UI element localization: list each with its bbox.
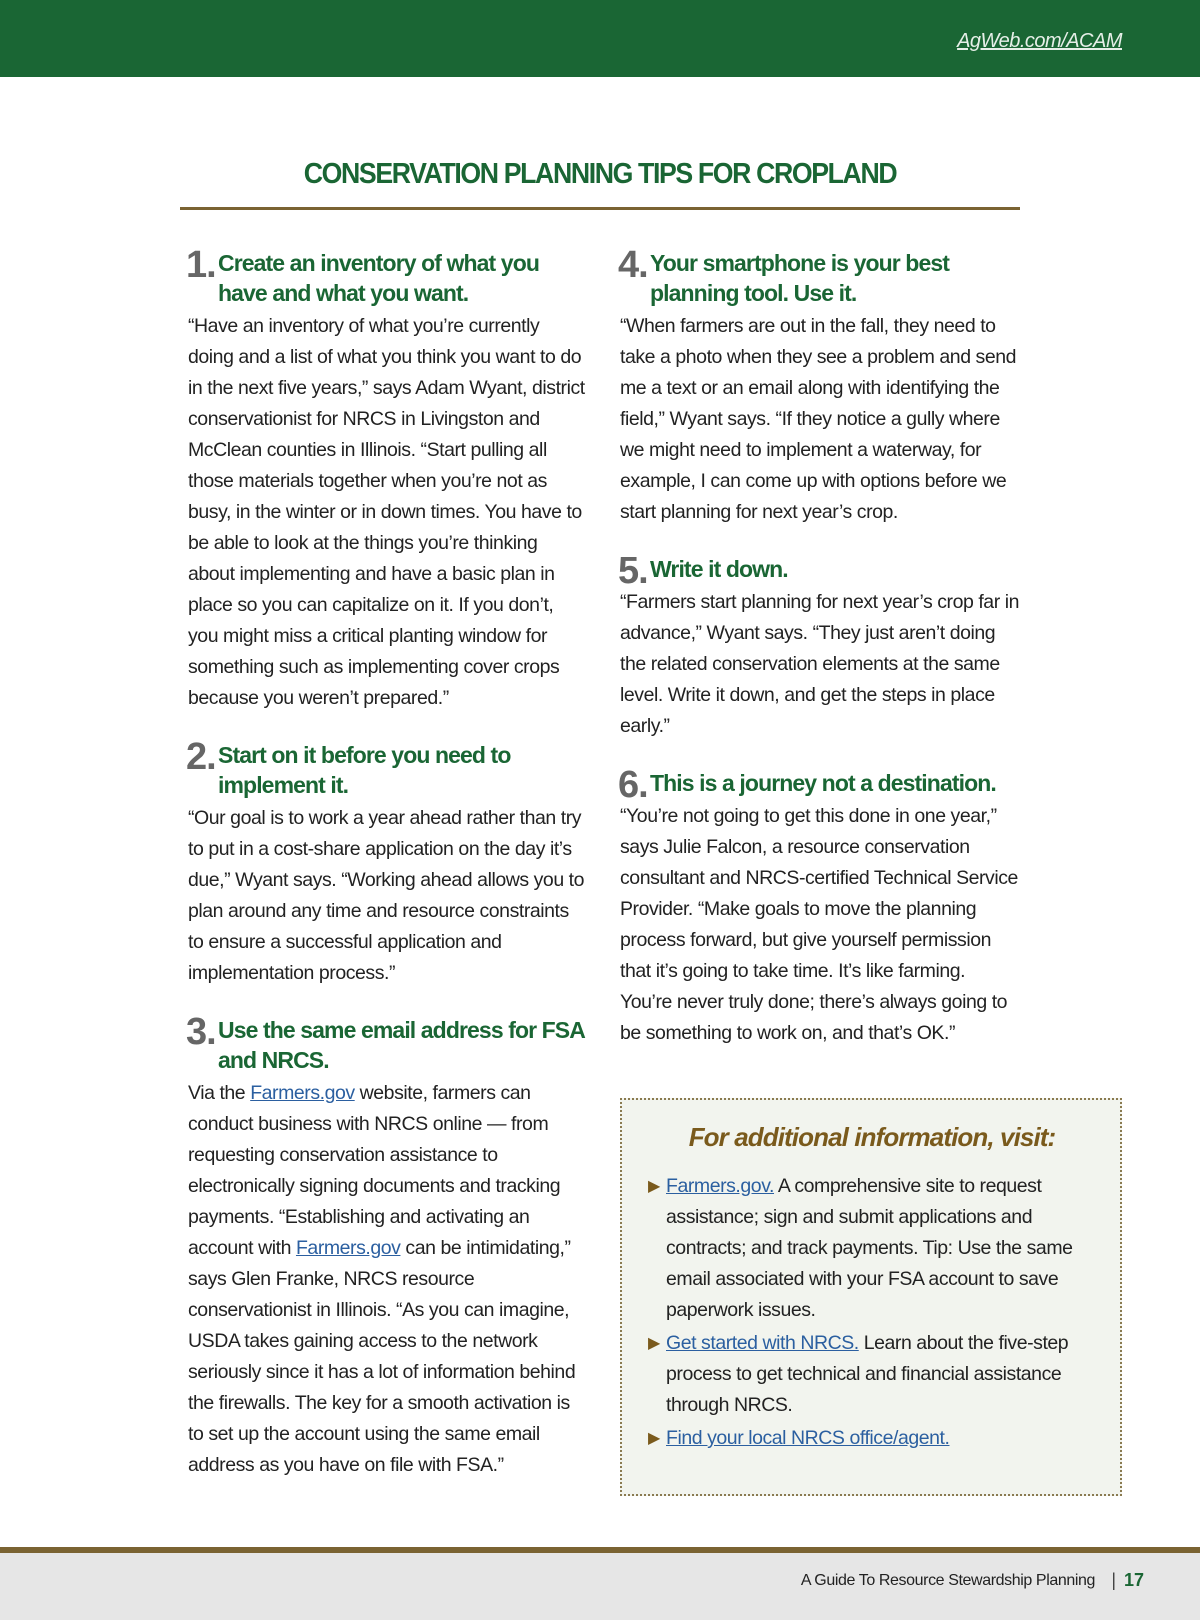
tip-body-text: website, farmers can conduct business with NRCS online — from requesting conservation assistance to electronically signing documents and tracking payments. “Establishing and activating an account with bbox=[188, 1082, 561, 1259]
tip-heading-text: Use the same email address for FSA and NRCS. bbox=[218, 1017, 585, 1073]
tip-body: “When farmers are out in the fall, they need to take a photo when they see a problem and send me a text or an email along with identifying the field,” Wyant says. “If they notice a gully where we might need to implement a waterway, for example, I can come up with options before we start planning for next year’s crop. bbox=[620, 315, 1017, 523]
tip-heading bbox=[618, 550, 1020, 592]
triangle-bullet-icon: ▶ bbox=[648, 1335, 660, 1352]
tip-heading-text: Start on it before you need to implement it. bbox=[218, 742, 511, 798]
tip-body bbox=[188, 1078, 588, 1481]
tip-heading-text: Create an inventory of what you have and what you want. bbox=[218, 250, 539, 306]
guide-title: A Guide To Resource Stewardship Planning bbox=[800, 1572, 1095, 1589]
tip-body: “Our goal is to work a year ahead rather than try to put in a cost-share application on the day it’s due,” Wyant says. “Working ahead allows you to plan around any time and resource constraints to ensure a successful application and implementation process.” bbox=[188, 807, 585, 984]
tip-heading-text: Your smartphone is your best planning tool. Use it. bbox=[650, 250, 949, 306]
get-started-nrcs-link[interactable]: Get started with NRCS. bbox=[666, 1332, 859, 1354]
triangle-bullet-icon: ▶ bbox=[648, 1178, 660, 1195]
additional-info-box bbox=[620, 1098, 1122, 1496]
tip-body: “Farmers start planning for next year’s crop far in advance,” Wyant says. “They just aren’t doing the related conservation elements at the same level. Write it down, and get the steps in place early.” bbox=[620, 591, 1019, 737]
right-column bbox=[618, 244, 1020, 1075]
footer-separator: | bbox=[1111, 1570, 1116, 1590]
info-item-text: A comprehensive site to request assistance; sign and submit applications and contracts; and track payments. Tip: Use the same email associated with your FSA account to save paperwork issues. bbox=[666, 1175, 1073, 1321]
tip-body-text: Via the bbox=[188, 1082, 251, 1104]
tip-4 bbox=[618, 244, 1020, 528]
tip-5 bbox=[618, 550, 1020, 742]
info-list-item bbox=[648, 1423, 1096, 1454]
left-column bbox=[186, 244, 588, 1507]
tip-heading bbox=[618, 244, 1020, 308]
farmers-gov-link[interactable]: Farmers.gov bbox=[250, 1082, 355, 1104]
tip-2 bbox=[186, 736, 588, 989]
tip-body: “You’re not going to get this done in one year,” says Julie Falcon, a resource conservation consultant and NRCS-certified Technical Service Provider. “Make goals to move the planning process forward, but give yourself permission that it’s going to take time. It’s like farming. You’re never truly done; there’s always going to be something to work on, and that’s OK.” bbox=[620, 805, 1018, 1044]
tip-number: 5. bbox=[618, 550, 648, 592]
site-link[interactable]: AgWeb.com/ACAM bbox=[957, 30, 1122, 52]
farmers-gov-link[interactable]: Farmers.gov bbox=[295, 1237, 401, 1259]
tip-1 bbox=[186, 244, 588, 714]
tip-heading-text: Write it down. bbox=[650, 556, 788, 582]
footer bbox=[0, 1553, 1200, 1620]
page-number: 17 bbox=[1123, 1570, 1144, 1590]
tip-number: 4. bbox=[618, 244, 648, 286]
tip-number: 3. bbox=[186, 1011, 216, 1053]
tip-heading bbox=[186, 1011, 588, 1075]
info-list-item bbox=[648, 1171, 1096, 1326]
tip-heading bbox=[618, 764, 1020, 806]
info-list-item bbox=[648, 1328, 1096, 1421]
title-divider bbox=[180, 207, 1020, 210]
tip-number: 2. bbox=[186, 736, 216, 778]
tip-heading bbox=[186, 736, 588, 800]
find-local-nrcs-link[interactable]: Find your local NRCS office/agent. bbox=[666, 1427, 950, 1449]
tip-number: 1. bbox=[186, 244, 216, 286]
tip-heading bbox=[186, 244, 588, 308]
farmers-gov-link[interactable]: Farmers.gov. bbox=[666, 1175, 775, 1197]
tip-number: 6. bbox=[618, 764, 648, 806]
tip-3 bbox=[186, 1011, 588, 1481]
tip-body: “Have an inventory of what you’re currently doing and a list of what you think you want to do in the next five years,” says Adam Wyant, district conservationist for NRCS in Livingston and McClean counties in Illinois. “Start pulling all those materials together when you’re not as busy, in the winter or in down times. You have to be able to look at the things you’re thinking about implementing and have a basic plan in place so you can capitalize on it. If you don’t, you might miss a critical planting window for something such as implementing cover crops because you weren’t prepared.” bbox=[188, 315, 585, 709]
triangle-bullet-icon: ▶ bbox=[648, 1430, 660, 1447]
info-item-text: Learn about the five-step process to get technical and financial assistance through NRCS. bbox=[666, 1332, 1069, 1416]
tip-6 bbox=[618, 764, 1020, 1049]
header-bar bbox=[0, 0, 1200, 77]
tip-body-text: can be intimidating,” says Glen Franke, NRCS resource conservationist in Illinois. “As you can imagine, USDA takes gaining access to the network seriously since it has a lot of information behind the firewalls. The key for a smooth activation is to set up the account using the same email address as you have on file with FSA.” bbox=[188, 1237, 576, 1476]
tip-heading-text: This is a journey not a destination. bbox=[650, 770, 996, 796]
info-box-title: For additional information, visit: bbox=[688, 1122, 1056, 1152]
page-title: CONSERVATION PLANNING TIPS FOR CROPLAND bbox=[303, 158, 897, 190]
